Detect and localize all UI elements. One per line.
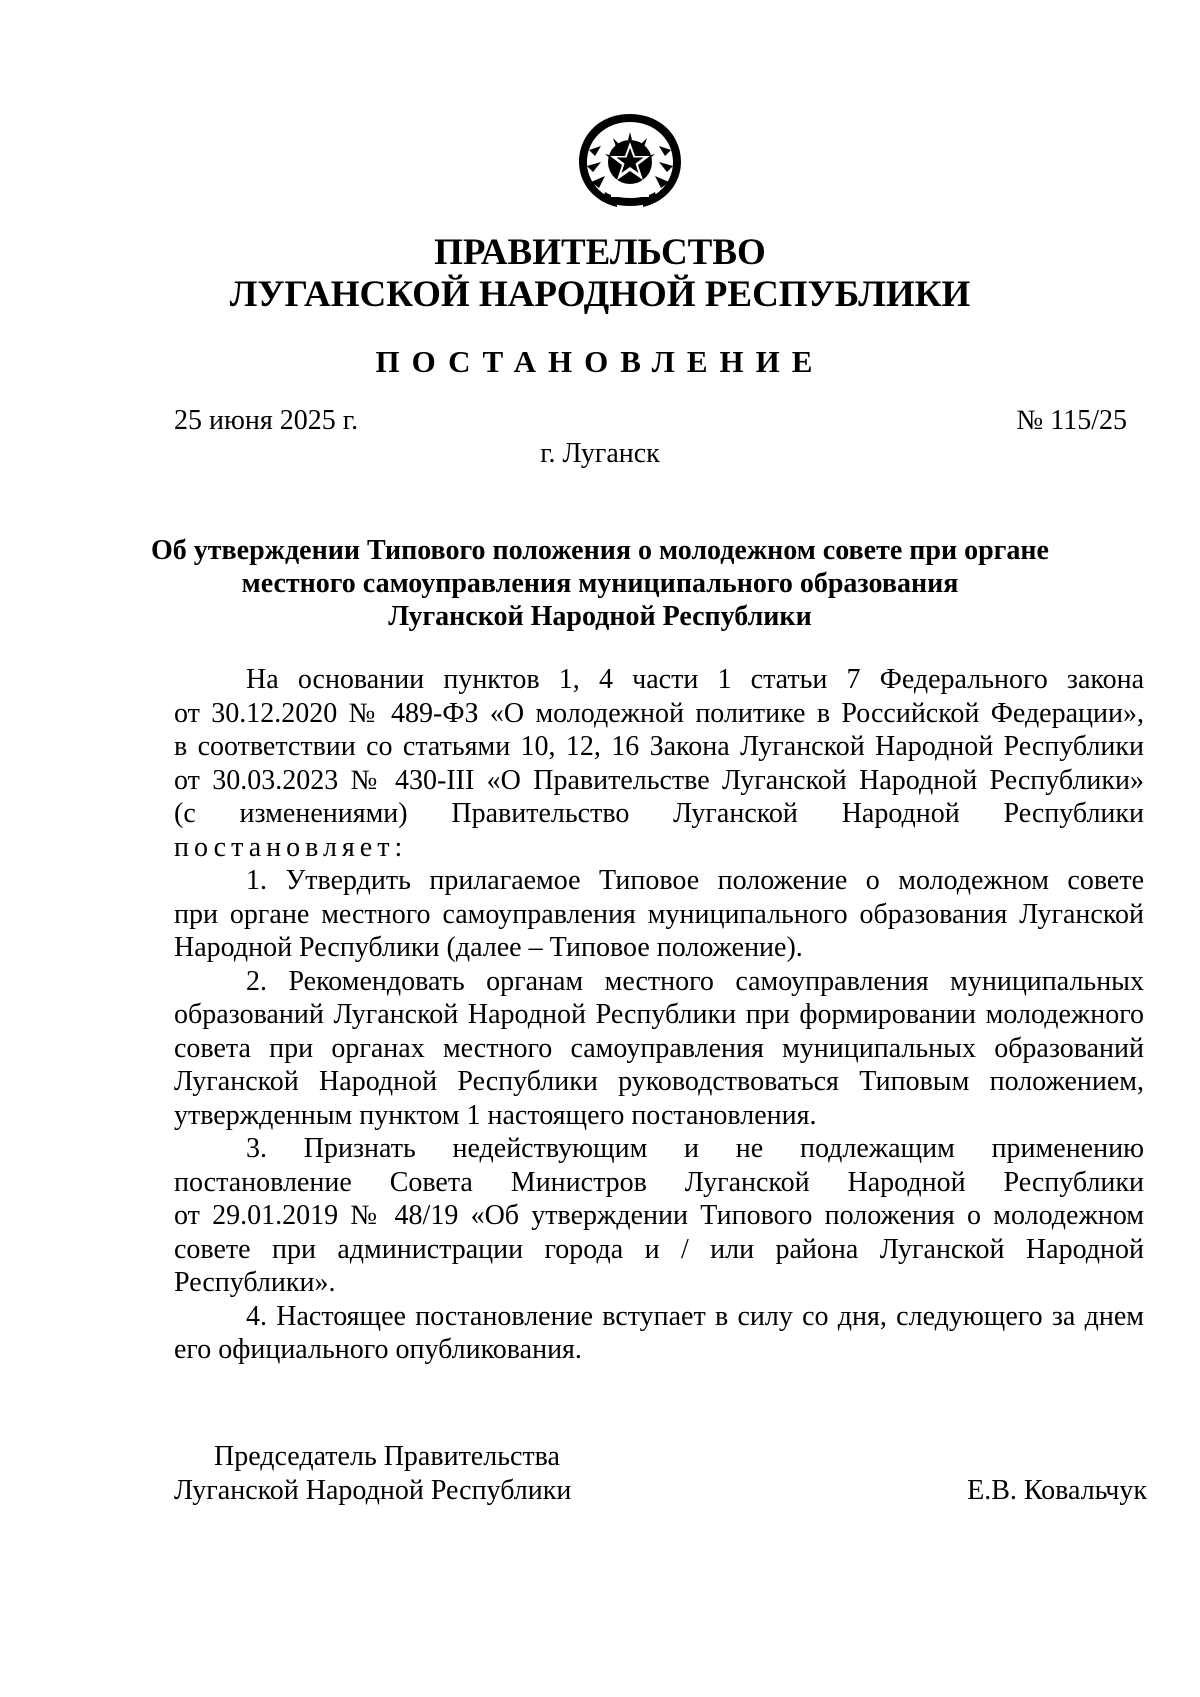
body-line: от 30.03.2023 № 430-III «О Правительстве Луганской Народной Республики» (174, 764, 1144, 796)
document-title-line: местного самоуправления муниципального образования (241, 568, 959, 599)
document-title-line: Об утверждении Типового положения о молодежном совете при органе (151, 535, 1049, 566)
body-line: Народной Республики (далее – Типовое положение). (174, 932, 803, 963)
government-title-line2: ЛУГАНСКОЙ НАРОДНОЙ РЕСПУБЛИКИ (229, 274, 971, 315)
body-line: 4. Настоящее постановление вступает в силу со дня, следующего за днем (246, 1300, 1144, 1332)
signatory-name: Е.В. Ковальчук (967, 1475, 1147, 1506)
document-date: 25 июня 2025 г. (174, 405, 359, 436)
luhansk-coat-of-arms-icon (571, 110, 689, 210)
government-title-line1: ПРАВИТЕЛЬСТВО (434, 232, 766, 273)
body-line: Луганской Народной Республики руководствоваться Типовым положением, (174, 1066, 1144, 1097)
body-line: 1. Утвердить прилагаемое Типовое положение о молодежном совете (246, 865, 1144, 896)
body-line: совета при органах местного самоуправления муниципальных образований (174, 1032, 1144, 1064)
body-line: при органе местного самоуправления муниципального образования Луганской (174, 898, 1144, 930)
document-number: № 115/25 (1016, 405, 1127, 436)
body-line-resolves: постановляет: (174, 831, 408, 863)
document-title-line: Луганской Народной Республики (388, 601, 812, 632)
body-line: утвержденным пунктом 1 настоящего постановления. (174, 1099, 817, 1131)
document-title (120, 534, 1080, 633)
body-line: постановление Совета Министров Луганской Народной Республики (174, 1166, 1144, 1198)
body-line: (с изменениями) Правительство Луганской Народной Республики (174, 798, 1144, 829)
body-line: Республики». (174, 1267, 336, 1298)
body-line: от 29.01.2019 № 48/19 «Об утверждении Типового положения о молодежном (174, 1200, 1144, 1231)
body-line: 2. Рекомендовать органам местного самоуправления муниципальных (246, 965, 1144, 997)
signatory-position (174, 1440, 571, 1508)
body-line: 3. Признать недействующим и не подлежащим применению (246, 1133, 1144, 1164)
body-line: в соответствии со статьями 10, 12, 16 Закона Луганской Народной Республики (174, 731, 1144, 762)
body-line: от 30.12.2020 № 489-ФЗ «О молодежной политике в Российской Федерации», (174, 697, 1144, 729)
signatory-position-line1: Председатель Правительства (214, 1441, 560, 1472)
body-line: его официального опубликования. (174, 1334, 582, 1365)
signatory-position-line2: Луганской Народной Республики (174, 1475, 572, 1506)
body-line: образований Луганской Народной Республики при формировании молодежного (174, 999, 1144, 1030)
document-body (174, 663, 1144, 1367)
document-city: г. Луганск (540, 438, 660, 469)
body-line: На основании пунктов 1, 4 части 1 статьи 7 Федерального закона (246, 664, 1144, 695)
document-type: ПОСТАНОВЛЕНИЕ (375, 344, 825, 379)
body-line: совете при администрации города и / или района Луганской Народной (174, 1233, 1144, 1265)
